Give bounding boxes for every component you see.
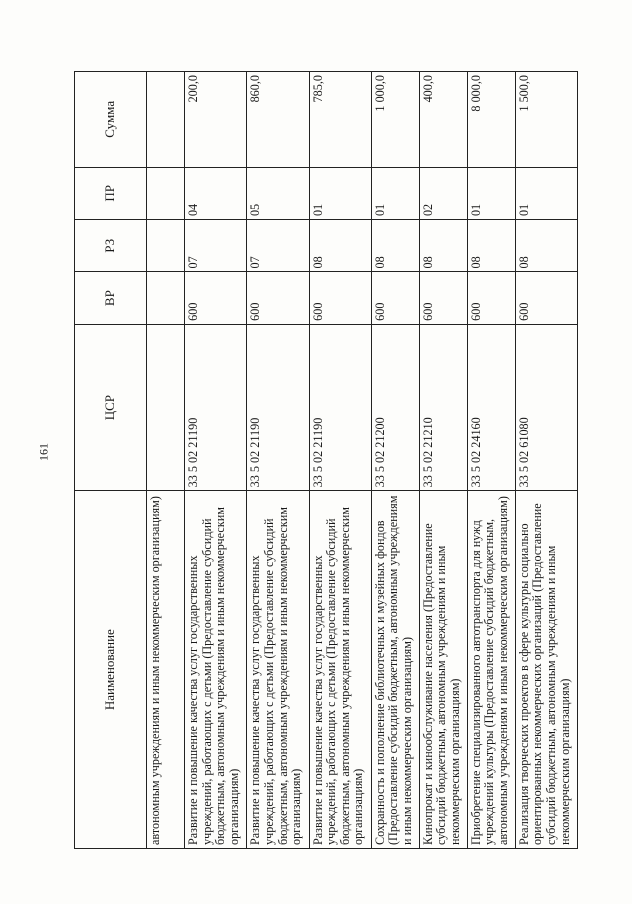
cell-rz: 07 bbox=[247, 220, 309, 272]
cell-vr: 600 bbox=[247, 272, 309, 324]
cell-vr: 600 bbox=[419, 272, 467, 324]
cell-csr: 33 5 02 21190 bbox=[247, 324, 309, 491]
table-row bbox=[147, 72, 185, 849]
cell-rz: 08 bbox=[371, 220, 419, 272]
cell-csr: 33 5 02 21190 bbox=[309, 324, 371, 491]
cell-rz: 07 bbox=[185, 220, 247, 272]
cell-pr: 05 bbox=[247, 167, 309, 219]
cell-csr: 33 5 02 21190 bbox=[185, 324, 247, 491]
cell-name: Развитие и повышение качества услуг государственных учреждений, работающих с детьми (Предоставление субсидий бюджетным, автономным учреждениям и иным некоммерческим организациям) bbox=[309, 491, 371, 849]
table-row bbox=[515, 72, 577, 849]
cell-vr: 600 bbox=[515, 272, 577, 324]
cell-rz: 08 bbox=[309, 220, 371, 272]
cell-pr bbox=[147, 167, 185, 219]
table-row bbox=[185, 72, 247, 849]
header-csr: ЦСР bbox=[75, 324, 147, 491]
cell-vr: 600 bbox=[371, 272, 419, 324]
cell-pr: 01 bbox=[515, 167, 577, 219]
table-row bbox=[247, 72, 309, 849]
cell-name: Кинопрокат и кинообслуживание населения (Предоставление субсидий бюджетным, автономным учреждениям и иным некоммерческим организациям) bbox=[419, 491, 467, 849]
cell-sum: 860,0 bbox=[247, 72, 309, 168]
cell-sum: 400,0 bbox=[419, 72, 467, 168]
header-sum: Сумма bbox=[75, 72, 147, 168]
cell-sum bbox=[147, 72, 185, 168]
cell-pr: 01 bbox=[371, 167, 419, 219]
cell-name: Реализация творческих проектов в сфере культуры социально ориентированных некоммерческих организаций (Предоставление субсидий бюджетным, автономным учреждениям и иным некоммерческим организациям) bbox=[515, 491, 577, 849]
table-header-row bbox=[75, 72, 147, 849]
cell-pr: 02 bbox=[419, 167, 467, 219]
cell-name: автономным учреждениям и иным некоммерческим организациям) bbox=[147, 491, 185, 849]
cell-rz: 08 bbox=[467, 220, 515, 272]
cell-sum: 200,0 bbox=[185, 72, 247, 168]
cell-rz: 08 bbox=[515, 220, 577, 272]
cell-pr: 01 bbox=[467, 167, 515, 219]
budget-table bbox=[74, 71, 578, 849]
rotated-table-sheet bbox=[74, 71, 578, 849]
table-row bbox=[309, 72, 371, 849]
cell-rz: 08 bbox=[419, 220, 467, 272]
header-rz: РЗ bbox=[75, 220, 147, 272]
table-row bbox=[371, 72, 419, 849]
cell-pr: 04 bbox=[185, 167, 247, 219]
cell-csr bbox=[147, 324, 185, 491]
cell-csr: 33 5 02 21210 bbox=[419, 324, 467, 491]
cell-pr: 01 bbox=[309, 167, 371, 219]
table-row bbox=[467, 72, 515, 849]
header-pr: ПР bbox=[75, 167, 147, 219]
cell-vr: 600 bbox=[185, 272, 247, 324]
cell-sum: 8 000,0 bbox=[467, 72, 515, 168]
cell-vr: 600 bbox=[467, 272, 515, 324]
cell-name: Сохранность и пополнение библиотечных и музейных фондов (Предоставление субсидий бюджетным, автономным учреждениям и иным некоммерческим организациям) bbox=[371, 491, 419, 849]
cell-name: Развитие и повышение качества услуг государственных учреждений, работающих с детьми (Предоставление субсидий бюджетным, автономным учреждениям и иным некоммерческим организациям) bbox=[247, 491, 309, 849]
header-vr: ВР bbox=[75, 272, 147, 324]
cell-csr: 33 5 02 61080 bbox=[515, 324, 577, 491]
header-name: Наименование bbox=[75, 491, 147, 849]
cell-vr bbox=[147, 272, 185, 324]
cell-sum: 785,0 bbox=[309, 72, 371, 168]
page-number: 161 bbox=[36, 443, 51, 461]
cell-vr: 600 bbox=[309, 272, 371, 324]
cell-sum: 1 000,0 bbox=[371, 72, 419, 168]
cell-csr: 33 5 02 24160 bbox=[467, 324, 515, 491]
cell-name: Приобретение специализированного автотранспорта для нужд учреждений культуры (Предоставление субсидий бюджетным, автономным учреждениям и иным некоммерческим организациям) bbox=[467, 491, 515, 849]
cell-sum: 1 500,0 bbox=[515, 72, 577, 168]
cell-rz bbox=[147, 220, 185, 272]
cell-name: Развитие и повышение качества услуг государственных учреждений, работающих с детьми (Предоставление субсидий бюджетным, автономным учреждениям и иным некоммерческим организациям) bbox=[185, 491, 247, 849]
cell-csr: 33 5 02 21200 bbox=[371, 324, 419, 491]
table-row bbox=[419, 72, 467, 849]
